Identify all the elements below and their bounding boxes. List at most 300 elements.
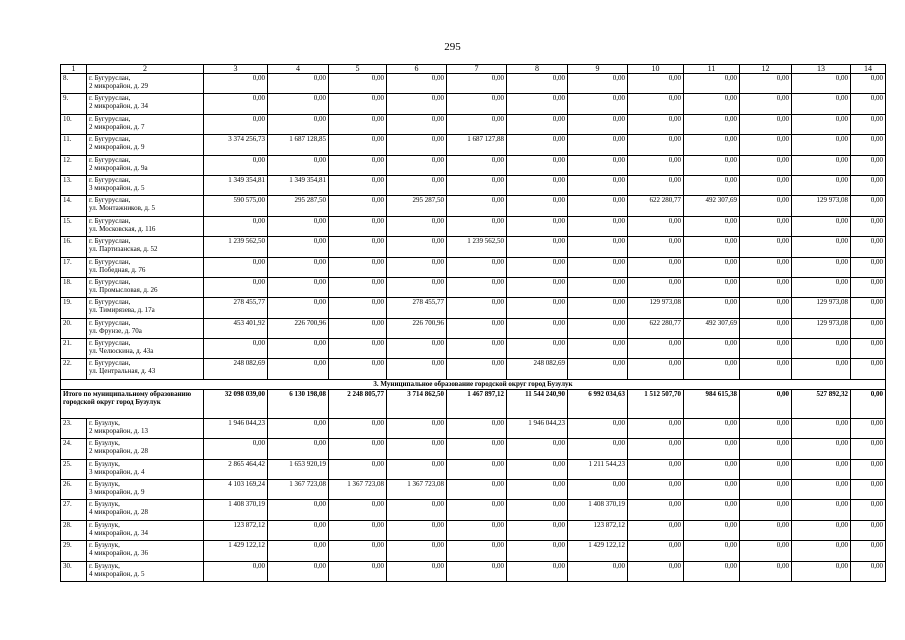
value-cell: 0,00 <box>740 520 792 540</box>
value-cell: 1 687 128,85 <box>268 135 329 155</box>
value-cell: 0,00 <box>387 216 447 236</box>
value-cell: 0,00 <box>568 237 628 257</box>
value-cell: 0,00 <box>740 237 792 257</box>
table-row <box>61 237 886 257</box>
value-cell: 0,00 <box>507 175 568 195</box>
row-number: 12. <box>61 155 87 175</box>
value-cell: 0,00 <box>628 418 684 438</box>
value-cell: 278 455,77 <box>204 298 268 318</box>
value-cell: 0,00 <box>507 114 568 134</box>
total-value-cell: 6 130 198,08 <box>268 389 329 418</box>
value-cell: 0,00 <box>268 277 329 297</box>
table-row <box>61 175 886 195</box>
value-cell: 0,00 <box>387 257 447 277</box>
value-cell: 0,00 <box>387 277 447 297</box>
table-row <box>61 500 886 520</box>
value-cell: 0,00 <box>740 94 792 114</box>
address-city: г. Бузулук, <box>89 561 120 570</box>
address-city: г. Бузулук, <box>89 459 120 468</box>
address-cell <box>87 439 204 459</box>
value-cell: 278 455,77 <box>387 298 447 318</box>
value-cell: 1 349 354,81 <box>268 175 329 195</box>
value-cell: 0,00 <box>740 196 792 216</box>
address-street: ул. Челюскина, д. 43а <box>89 347 154 356</box>
address-city: г. Бугуруслан, <box>89 216 131 225</box>
value-cell: 0,00 <box>792 418 851 438</box>
value-cell: 0,00 <box>684 135 740 155</box>
value-cell: 0,00 <box>684 459 740 479</box>
value-cell: 2 865 464,42 <box>204 459 268 479</box>
address-street: ул. Центральная, д. 43 <box>89 367 156 376</box>
value-cell: 0,00 <box>568 359 628 379</box>
value-cell: 0,00 <box>851 418 886 438</box>
section-row <box>61 379 886 389</box>
value-cell: 0,00 <box>740 175 792 195</box>
address-city: г. Бугуруслан, <box>89 114 131 123</box>
value-cell: 0,00 <box>204 155 268 175</box>
address-street: ул. Победная, д. 76 <box>89 265 146 274</box>
address-cell <box>87 520 204 540</box>
address-cell <box>87 418 204 438</box>
value-cell: 129 973,08 <box>792 298 851 318</box>
value-cell: 0,00 <box>628 339 684 359</box>
value-cell: 0,00 <box>329 520 387 540</box>
value-cell: 0,00 <box>387 155 447 175</box>
value-cell: 0,00 <box>387 359 447 379</box>
value-cell: 0,00 <box>851 114 886 134</box>
column-header: 1 <box>61 65 87 74</box>
value-cell: 248 082,69 <box>204 359 268 379</box>
value-cell: 0,00 <box>387 561 447 581</box>
value-cell: 0,00 <box>851 196 886 216</box>
value-cell: 0,00 <box>507 298 568 318</box>
value-cell: 0,00 <box>387 94 447 114</box>
value-cell: 0,00 <box>387 175 447 195</box>
value-cell: 0,00 <box>740 439 792 459</box>
value-cell: 0,00 <box>329 155 387 175</box>
address-cell <box>87 318 204 338</box>
value-cell: 0,00 <box>628 237 684 257</box>
value-cell: 0,00 <box>387 500 447 520</box>
value-cell: 0,00 <box>568 216 628 236</box>
value-cell: 0,00 <box>447 561 507 581</box>
value-cell: 0,00 <box>851 216 886 236</box>
value-cell: 0,00 <box>740 459 792 479</box>
row-number: 30. <box>61 561 87 581</box>
value-cell: 0,00 <box>204 74 268 94</box>
value-cell: 492 307,69 <box>684 318 740 338</box>
value-cell: 0,00 <box>568 175 628 195</box>
value-cell: 0,00 <box>740 114 792 134</box>
value-cell: 0,00 <box>684 520 740 540</box>
table-row <box>61 439 886 459</box>
address-cell <box>87 359 204 379</box>
value-cell: 226 700,96 <box>387 318 447 338</box>
value-cell: 0,00 <box>628 359 684 379</box>
value-cell: 0,00 <box>851 480 886 500</box>
value-cell: 0,00 <box>447 359 507 379</box>
address-cell <box>87 216 204 236</box>
value-cell: 0,00 <box>684 114 740 134</box>
value-cell: 0,00 <box>507 135 568 155</box>
value-cell: 0,00 <box>268 520 329 540</box>
value-cell: 0,00 <box>628 175 684 195</box>
table-row <box>61 541 886 561</box>
value-cell: 0,00 <box>851 359 886 379</box>
value-cell: 0,00 <box>792 155 851 175</box>
total-label: Итого по муниципальному образованию городской округ город Бузулук <box>61 389 204 418</box>
value-cell: 0,00 <box>507 561 568 581</box>
value-cell: 0,00 <box>447 318 507 338</box>
value-cell: 0,00 <box>851 318 886 338</box>
value-cell: 0,00 <box>792 480 851 500</box>
value-cell: 0,00 <box>447 257 507 277</box>
value-cell: 0,00 <box>628 277 684 297</box>
row-number: 16. <box>61 237 87 257</box>
address-city: г. Бугуруслан, <box>89 196 131 205</box>
value-cell: 1 429 122,12 <box>204 541 268 561</box>
table-row <box>61 135 886 155</box>
value-cell: 0,00 <box>568 318 628 338</box>
value-cell: 248 082,69 <box>507 359 568 379</box>
value-cell: 0,00 <box>568 298 628 318</box>
value-cell: 0,00 <box>684 175 740 195</box>
value-cell: 0,00 <box>204 216 268 236</box>
section-title: 3. Муниципальное образование городской округ город Бузулук <box>61 379 886 389</box>
total-value-cell: 6 992 034,63 <box>568 389 628 418</box>
address-city: г. Бугуруслан, <box>89 339 131 348</box>
value-cell: 0,00 <box>268 94 329 114</box>
address-city: г. Бузулук, <box>89 520 120 529</box>
value-cell: 0,00 <box>268 439 329 459</box>
row-number: 10. <box>61 114 87 134</box>
value-cell: 0,00 <box>792 94 851 114</box>
value-cell: 1 239 562,50 <box>204 237 268 257</box>
table-row <box>61 257 886 277</box>
total-value-cell: 32 098 039,00 <box>204 389 268 418</box>
table-row <box>61 94 886 114</box>
value-cell: 0,00 <box>628 216 684 236</box>
row-number: 23. <box>61 418 87 438</box>
value-cell: 0,00 <box>740 155 792 175</box>
address-city: г. Бугуруслан, <box>89 257 131 266</box>
value-cell: 4 103 169,24 <box>204 480 268 500</box>
address-city: г. Бузулук, <box>89 480 120 489</box>
value-cell: 0,00 <box>447 114 507 134</box>
value-cell: 0,00 <box>268 114 329 134</box>
value-cell: 0,00 <box>568 561 628 581</box>
value-cell: 0,00 <box>387 520 447 540</box>
column-header: 12 <box>740 65 792 74</box>
address-cell <box>87 277 204 297</box>
value-cell: 0,00 <box>740 500 792 520</box>
total-value-cell: 527 892,32 <box>792 389 851 418</box>
value-cell: 1 946 044,23 <box>204 418 268 438</box>
row-number: 8. <box>61 74 87 94</box>
value-cell: 0,00 <box>628 439 684 459</box>
address-city: г. Бузулук, <box>89 418 120 427</box>
value-cell: 0,00 <box>447 480 507 500</box>
table-row <box>61 298 886 318</box>
table-row <box>61 155 886 175</box>
value-cell: 0,00 <box>628 135 684 155</box>
value-cell: 0,00 <box>684 257 740 277</box>
value-cell: 0,00 <box>628 480 684 500</box>
page-number: 295 <box>444 41 461 53</box>
column-header: 11 <box>684 65 740 74</box>
value-cell: 0,00 <box>204 339 268 359</box>
value-cell: 1 367 723,08 <box>329 480 387 500</box>
value-cell: 1 408 370,19 <box>568 500 628 520</box>
column-header: 8 <box>507 65 568 74</box>
value-cell: 0,00 <box>684 480 740 500</box>
value-cell: 0,00 <box>447 298 507 318</box>
value-cell: 0,00 <box>792 439 851 459</box>
value-cell: 453 401,92 <box>204 318 268 338</box>
address-street: 3 микрорайон, д. 4 <box>89 467 145 476</box>
address-cell <box>87 541 204 561</box>
value-cell: 0,00 <box>204 277 268 297</box>
value-cell: 0,00 <box>507 480 568 500</box>
value-cell: 0,00 <box>507 257 568 277</box>
value-cell: 0,00 <box>447 520 507 540</box>
row-number: 19. <box>61 298 87 318</box>
address-city: г. Бугуруслан, <box>89 94 131 103</box>
value-cell: 1 367 723,08 <box>387 480 447 500</box>
value-cell: 0,00 <box>568 277 628 297</box>
table-row <box>61 196 886 216</box>
value-cell: 0,00 <box>851 94 886 114</box>
value-cell: 622 280,77 <box>628 196 684 216</box>
address-street: ул. Фрунзе, д. 70а <box>89 326 142 335</box>
address-cell <box>87 298 204 318</box>
column-header: 13 <box>792 65 851 74</box>
value-cell: 0,00 <box>447 541 507 561</box>
value-cell: 0,00 <box>851 298 886 318</box>
table-row <box>61 418 886 438</box>
column-header: 6 <box>387 65 447 74</box>
row-number: 22. <box>61 359 87 379</box>
value-cell: 0,00 <box>740 277 792 297</box>
address-street: 2 микрорайон, д. 28 <box>89 447 148 456</box>
address-city: г. Бугуруслан, <box>89 155 131 164</box>
row-number: 20. <box>61 318 87 338</box>
row-number: 11. <box>61 135 87 155</box>
value-cell: 0,00 <box>851 175 886 195</box>
value-cell: 0,00 <box>507 541 568 561</box>
value-cell: 0,00 <box>507 520 568 540</box>
value-cell: 0,00 <box>851 155 886 175</box>
address-street: 2 микрорайон, д. 7 <box>89 122 145 131</box>
address-city: г. Бузулук, <box>89 439 120 448</box>
table-row <box>61 359 886 379</box>
value-cell: 0,00 <box>568 196 628 216</box>
address-street: ул. Московская, д. 116 <box>89 224 156 233</box>
value-cell: 0,00 <box>329 418 387 438</box>
value-cell: 0,00 <box>684 298 740 318</box>
value-cell: 0,00 <box>329 196 387 216</box>
value-cell: 0,00 <box>740 418 792 438</box>
header-row <box>61 65 886 74</box>
address-cell <box>87 500 204 520</box>
value-cell: 0,00 <box>387 237 447 257</box>
value-cell: 0,00 <box>684 155 740 175</box>
column-header: 5 <box>329 65 387 74</box>
table-row <box>61 74 886 94</box>
value-cell: 0,00 <box>684 277 740 297</box>
value-cell: 1 211 544,23 <box>568 459 628 479</box>
address-cell <box>87 74 204 94</box>
value-cell: 0,00 <box>792 237 851 257</box>
value-cell: 0,00 <box>792 500 851 520</box>
value-cell: 0,00 <box>568 339 628 359</box>
value-cell: 0,00 <box>447 94 507 114</box>
total-value-cell: 1 467 897,12 <box>447 389 507 418</box>
value-cell: 123 872,12 <box>568 520 628 540</box>
value-cell: 0,00 <box>329 175 387 195</box>
value-cell: 0,00 <box>507 155 568 175</box>
value-cell: 1 653 920,19 <box>268 459 329 479</box>
address-city: г. Бугуруслан, <box>89 135 131 144</box>
value-cell: 0,00 <box>268 257 329 277</box>
value-cell: 0,00 <box>329 459 387 479</box>
value-cell: 0,00 <box>851 277 886 297</box>
value-cell: 0,00 <box>792 277 851 297</box>
total-row <box>61 389 886 418</box>
address-street: ул. Промысловая, д. 26 <box>89 285 158 294</box>
value-cell: 0,00 <box>740 480 792 500</box>
value-cell: 0,00 <box>268 561 329 581</box>
value-cell: 0,00 <box>204 561 268 581</box>
value-cell: 0,00 <box>387 135 447 155</box>
address-city: г. Бугуруслан, <box>89 277 131 286</box>
value-cell: 0,00 <box>792 216 851 236</box>
value-cell: 0,00 <box>387 541 447 561</box>
value-cell: 1 687 127,88 <box>447 135 507 155</box>
value-cell: 0,00 <box>447 439 507 459</box>
value-cell: 0,00 <box>447 74 507 94</box>
value-cell: 0,00 <box>507 500 568 520</box>
row-number: 17. <box>61 257 87 277</box>
value-cell: 0,00 <box>387 418 447 438</box>
address-street: 4 микрорайон, д. 28 <box>89 508 148 517</box>
address-cell <box>87 175 204 195</box>
address-city: г. Бугуруслан, <box>89 237 131 246</box>
value-cell: 0,00 <box>684 74 740 94</box>
address-city: г. Бузулук, <box>89 541 120 550</box>
value-cell: 0,00 <box>568 94 628 114</box>
address-city: г. Бугуруслан, <box>89 359 131 368</box>
value-cell: 0,00 <box>507 439 568 459</box>
column-header: 10 <box>628 65 684 74</box>
address-street: 2 микрорайон, д. 34 <box>89 102 148 111</box>
value-cell: 0,00 <box>740 298 792 318</box>
value-cell: 0,00 <box>268 74 329 94</box>
address-street: 2 микрорайон, д. 9 <box>89 143 145 152</box>
value-cell: 0,00 <box>792 359 851 379</box>
total-value-cell: 3 714 862,50 <box>387 389 447 418</box>
value-cell: 0,00 <box>329 257 387 277</box>
value-cell: 0,00 <box>684 439 740 459</box>
address-street: 2 микрорайон, д. 13 <box>89 426 148 435</box>
value-cell: 0,00 <box>851 237 886 257</box>
value-cell: 0,00 <box>851 561 886 581</box>
table-row <box>61 114 886 134</box>
total-value-cell: 1 512 507,70 <box>628 389 684 418</box>
value-cell: 0,00 <box>628 74 684 94</box>
value-cell: 0,00 <box>568 74 628 94</box>
value-cell: 0,00 <box>447 277 507 297</box>
value-cell: 1 946 044,23 <box>507 418 568 438</box>
column-header: 3 <box>204 65 268 74</box>
address-cell <box>87 339 204 359</box>
value-cell: 0,00 <box>568 155 628 175</box>
address-city: г. Бугуруслан, <box>89 74 131 82</box>
table-row <box>61 561 886 581</box>
value-cell: 1 349 354,81 <box>204 175 268 195</box>
total-value-cell: 11 544 240,90 <box>507 389 568 418</box>
value-cell: 0,00 <box>268 298 329 318</box>
row-number: 21. <box>61 339 87 359</box>
value-cell: 0,00 <box>851 257 886 277</box>
row-number: 25. <box>61 459 87 479</box>
value-cell: 0,00 <box>507 237 568 257</box>
value-cell: 0,00 <box>851 74 886 94</box>
value-cell: 226 700,96 <box>268 318 329 338</box>
value-cell: 0,00 <box>628 561 684 581</box>
value-cell: 0,00 <box>329 237 387 257</box>
total-value-cell: 0,00 <box>740 389 792 418</box>
value-cell: 0,00 <box>851 439 886 459</box>
value-cell: 0,00 <box>684 359 740 379</box>
value-cell: 0,00 <box>507 339 568 359</box>
value-cell: 1 429 122,12 <box>568 541 628 561</box>
value-cell: 0,00 <box>851 459 886 479</box>
data-table <box>60 64 886 582</box>
value-cell: 295 287,50 <box>387 196 447 216</box>
value-cell: 0,00 <box>740 74 792 94</box>
value-cell: 0,00 <box>268 237 329 257</box>
value-cell: 0,00 <box>740 318 792 338</box>
value-cell: 0,00 <box>792 561 851 581</box>
table-row <box>61 216 886 236</box>
value-cell: 0,00 <box>204 439 268 459</box>
value-cell: 0,00 <box>851 135 886 155</box>
value-cell: 0,00 <box>740 561 792 581</box>
table-row <box>61 520 886 540</box>
value-cell: 0,00 <box>628 94 684 114</box>
row-number: 13. <box>61 175 87 195</box>
value-cell: 0,00 <box>628 520 684 540</box>
value-cell: 0,00 <box>329 318 387 338</box>
value-cell: 0,00 <box>684 500 740 520</box>
column-header: 4 <box>268 65 329 74</box>
value-cell: 0,00 <box>268 418 329 438</box>
value-cell: 0,00 <box>507 94 568 114</box>
value-cell: 0,00 <box>740 135 792 155</box>
value-cell: 0,00 <box>792 135 851 155</box>
value-cell: 0,00 <box>740 541 792 561</box>
total-value-cell: 2 248 805,77 <box>329 389 387 418</box>
address-city: г. Бугуруслан, <box>89 175 131 184</box>
address-cell <box>87 257 204 277</box>
value-cell: 0,00 <box>204 94 268 114</box>
value-cell: 0,00 <box>447 500 507 520</box>
address-cell <box>87 94 204 114</box>
value-cell: 295 287,50 <box>268 196 329 216</box>
address-street: 2 микрорайон, д. 29 <box>89 82 148 90</box>
value-cell: 0,00 <box>628 541 684 561</box>
